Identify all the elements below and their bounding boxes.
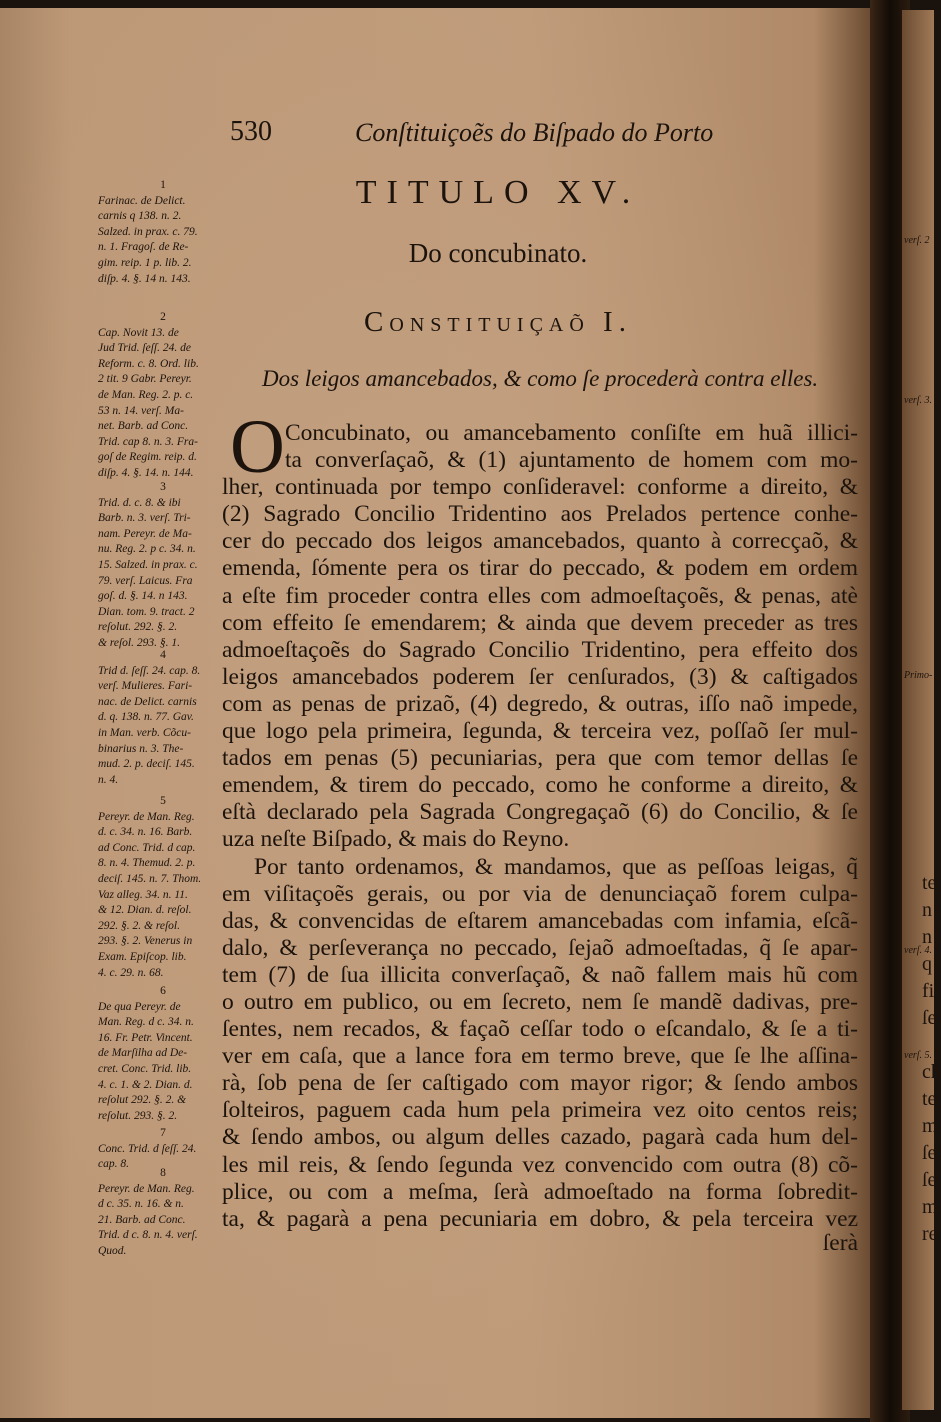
- constitution-heading: Constituiçaõ I.: [364, 306, 632, 338]
- title-heading: TITULO XV.: [355, 174, 641, 211]
- margin-note-line: De qua Pereyr. de: [98, 1000, 181, 1013]
- margin-note-line: cap. 8.: [98, 1158, 129, 1171]
- margin-note: [98, 648, 228, 788]
- next-page-margin-fragment: verſ. 3.: [904, 395, 933, 406]
- text-line: emenda, ſómente pera os tirar do peccado, & podem em ordem: [222, 555, 858, 582]
- next-page-letter: n: [922, 899, 932, 921]
- margin-note-number: 2: [160, 311, 166, 323]
- text-line: rà, ſob pena de ſer caſtigado com mayor rigor; & ſendo ambos: [222, 1070, 858, 1097]
- page-header: [0, 116, 884, 156]
- next-page-letter: te: [922, 1088, 937, 1110]
- margin-note-line: Pereyr. de Man. Reg.: [98, 810, 195, 823]
- margin-note-line: binarius n. 3. The-: [98, 742, 184, 755]
- text-line: plice, ou com a meſma, ſerà admoeſtado na forma ſobredit-: [222, 1178, 858, 1205]
- next-page-text-fragments: [922, 870, 941, 1248]
- margin-note-line: n. 4.: [98, 773, 119, 786]
- text-line: Por tanto ordenamos, & mandamos, que as peſſoas leigas, q̃: [254, 853, 858, 880]
- text-line: ver em caſa, que a lance fora em termo breve, que ſe lhe aſſina-: [222, 1043, 858, 1070]
- text-line: ta, & pagarà a pena pecuniaria em dobro, & pela terceira vez: [222, 1205, 858, 1232]
- margin-note-line: 79. verſ. Laicus. Fra: [98, 574, 193, 587]
- margin-note: [98, 1166, 228, 1260]
- margin-note-line: ad Conc. Trid. d cap.: [98, 841, 196, 854]
- running-title: Conſtituiçoẽs do Biſpado do Porto: [355, 118, 714, 147]
- text-line: tem (7) de ſua illicita converſaçaõ, & naõ fallem mais hũ com: [222, 961, 858, 988]
- margin-note-line: goſ. d. §. 14. n 143.: [98, 590, 188, 603]
- margin-note-line: Trid. cap 8. n. 3. Fra-: [98, 435, 198, 448]
- margin-note-line: 8. n. 4. Themud. 2. p.: [98, 857, 196, 870]
- text-line: ſentes, nem recados, & façaõ ceſſar todo o eſcandalo, & ſe a ti-: [222, 1016, 858, 1043]
- next-page-letter: [922, 1032, 941, 1059]
- margin-note-line: 4. c. 29. n. 68.: [98, 966, 164, 979]
- margin-note-line: 292. §. 2. & reſol.: [98, 919, 180, 932]
- text-line: uza neſte Biſpado, & mais do Reyno.: [222, 826, 570, 853]
- margin-note-line: 15. Salzed. in prax. c.: [98, 558, 198, 571]
- subtitle-heading: Do concubinato.: [408, 238, 588, 268]
- margin-note-line: 21. Barb. ad Conc.: [98, 1213, 186, 1226]
- margin-note-line: Jud Trid. ſeſſ. 24. de: [98, 342, 191, 355]
- margin-note-line: d c. 35. n. 16. & n.: [98, 1198, 184, 1211]
- margin-note-line: n. 1. Fragoſ. de Re-: [98, 241, 189, 254]
- margin-note-line: Cap. Novit 13. de: [98, 326, 179, 339]
- next-page-letter: q: [922, 953, 932, 975]
- next-page-edge: [902, 10, 941, 1410]
- margin-note-line: verſ. Mulieres. Fari-: [98, 680, 193, 693]
- text-line: a eſte fim proceder contra elles com admoeſtaçoẽs, & penas, atè: [222, 582, 858, 609]
- margin-note-line: Vaz alleg. 34. n. 11.: [98, 888, 188, 901]
- next-page-margin-fragment: verſ. 4.: [904, 945, 933, 956]
- margin-note-line: Trid. d c. 8. n. 4. verſ.: [98, 1229, 198, 1242]
- margin-note-line: d. q. 138. n. 77. Gav.: [98, 711, 194, 724]
- text-line: leigos amancebados poderem ſer cenſurados, (3) & caſtigados: [222, 663, 858, 690]
- next-page-margin-fragment: verſ. 5.: [904, 1050, 933, 1061]
- margin-note-line: gim. reip. 1 p. lib. 2.: [98, 256, 192, 269]
- text-line: Concubinato, ou amancebamento conſiſte em huã illici-: [285, 420, 858, 446]
- margin-note-line: diſp. 4. §. 14. n. 144.: [98, 466, 194, 479]
- text-line: dalo, & perſeverança no peccado, ſejaõ admoeſtadas, q̃ ſe apar-: [222, 934, 858, 961]
- book-page: [0, 8, 884, 1418]
- margin-note-line: cret. Conc. Trid. lib.: [98, 1062, 192, 1075]
- margin-note-number: 5: [160, 795, 166, 807]
- margin-note-line: goſ de Regim. reip. d.: [98, 451, 197, 464]
- margin-note: [98, 480, 228, 652]
- text-line: ta converſaçaõ, & (1) ajuntamento de homem com mo-: [285, 447, 858, 474]
- margin-note-line: & 12. Dian. d. reſol.: [98, 904, 192, 917]
- text-line: cer do peccado dos leigos amancebados, quanto à correcçaõ, &: [222, 528, 858, 555]
- text-line: (2) Sagrado Concilio Tridentino aos Prelados pertence conhe-: [222, 501, 858, 528]
- margin-note-line: mud. 2. p. deciſ. 145.: [98, 758, 195, 771]
- text-line: com as penas de prizaõ, (4) degredo, & outras, iſſo naõ impede,: [222, 690, 858, 717]
- margin-note-line: reſolut. 292. §. 2.: [98, 621, 178, 634]
- margin-note-line: Quod.: [98, 1244, 127, 1257]
- next-page-letter: fi: [922, 980, 935, 1002]
- text-line: tados em penas (5) pecuniarias, pera que com temor dellas ſe: [222, 745, 858, 772]
- next-page-letter: ch: [922, 1061, 941, 1083]
- text-line: com effeito ſe emendarem; & ainda que devem preceder as tres: [222, 609, 858, 636]
- text-line: & ſendo ambos, ou algum delles cazado, pagarà cada hum del-: [222, 1124, 858, 1151]
- rubric: Dos leigos amancebados, & como ſe procederà contra elles.: [262, 366, 819, 391]
- margin-note: [98, 794, 228, 981]
- text-line: das, & convencidas de eſtarem amancebadas com infamia, eſcã-: [222, 907, 858, 934]
- margin-note-line: d. c. 34. n. 16. Barb.: [98, 826, 193, 839]
- page-number: 530: [230, 116, 272, 147]
- next-page-margin-fragment: Primo-: [904, 670, 933, 681]
- margin-note: [98, 178, 228, 287]
- margin-note-line: 16. Fr. Petr. Vincent.: [98, 1031, 193, 1044]
- margin-note-line: diſp. 4. §. 14 n. 143.: [98, 272, 191, 285]
- margin-note-line: deciſ. 145. n. 7. Thom.: [98, 872, 202, 885]
- margin-note-number: 8: [160, 1167, 166, 1179]
- margin-note-line: nac. de Delict. carnis: [98, 695, 197, 708]
- next-page-letter: ſe: [922, 1169, 937, 1191]
- margin-note-line: 2 tit. 9 Gabr. Pereyr.: [98, 373, 192, 386]
- margin-note-number: 4: [160, 649, 166, 661]
- margin-note-number: 7: [160, 1127, 166, 1139]
- text-line: emendem, & tirem do peccado, como he conforme a direito, &: [222, 772, 858, 799]
- margin-note-number: 1: [160, 179, 166, 191]
- text-line: que logo pela primeira, ſegunda, & terceira vez, poſſaõ ſer mul-: [222, 718, 858, 745]
- text-line: lher, continuada por tempo conſideravel: conforme a direito, &: [222, 474, 858, 501]
- margin-note-number: 6: [160, 985, 166, 997]
- text-line: eſtà declarado pela Sagrada Congregaçaõ (6) do Concilio, & ſe: [222, 799, 858, 826]
- margin-note-line: Trid d. ſeſſ. 24. cap. 8.: [98, 664, 201, 677]
- drop-cap: O: [230, 405, 285, 489]
- margin-note-line: 4. c. 1. & 2. Dian. d.: [98, 1078, 193, 1091]
- next-page-letter: m: [922, 1196, 938, 1218]
- text-line: les mil reis, & ſendo ſegunda vez convencido com outra (8) cõ-: [222, 1151, 858, 1178]
- margin-note-line: de Marſilha ad De-: [98, 1047, 188, 1060]
- next-page-letter: re: [922, 1223, 938, 1245]
- text-line: ſolteiros, paguem cada hum pela primeira vez oito centos reis;: [222, 1097, 858, 1124]
- margin-note-line: Trid. d. c. 8. & ibi: [98, 496, 181, 509]
- margin-note-line: reſolut 292. §. 2. &: [98, 1094, 187, 1107]
- next-page-letter: ſe: [922, 1007, 937, 1029]
- margin-note-line: Dian. tom. 9. tract. 2: [98, 605, 195, 618]
- body-text: [222, 405, 858, 1256]
- next-page-letter: m: [922, 1115, 938, 1137]
- margin-note-line: reſolut. 293. §. 2.: [98, 1109, 178, 1122]
- margin-note-line: in Man. verb. Cõcu-: [98, 726, 191, 739]
- margin-note-line: de Man. Reg. 2. p. c.: [98, 388, 194, 401]
- margin-note-line: Exam. Epiſcop. lib.: [98, 950, 187, 963]
- margin-note-line: Barb. n. 3. verſ. Tri-: [98, 512, 191, 525]
- margin-note: [98, 310, 228, 482]
- margin-note-line: Pereyr. de Man. Reg.: [98, 1182, 195, 1195]
- margin-note-line: Conc. Trid. d ſeſſ. 24.: [98, 1142, 197, 1155]
- margin-note-line: carnis q 138. n. 2.: [98, 210, 182, 223]
- margin-note-line: Salzed. in prax. c. 79.: [98, 225, 198, 238]
- next-page-letter: te: [922, 872, 937, 894]
- margin-note-line: nam. Pereyr. de Ma-: [98, 527, 192, 540]
- text-line: o outro em publico, ou em ſecreto, nem ſe mandẽ dadivas, pre-: [222, 988, 858, 1015]
- catchword: ſerà: [822, 1229, 858, 1256]
- margin-note-line: Farinac. de Delict.: [98, 194, 186, 207]
- margin-note-line: 293. §. 2. Venerus in: [98, 935, 193, 948]
- text-line: admoeſtaçoẽs do Sagrado Concilio Tridentino, pera effeito dos: [222, 636, 858, 663]
- margin-note-line: net. Barb. ad Conc.: [98, 420, 189, 433]
- margin-note: [98, 984, 228, 1124]
- text-line: em viſitaçoẽs gerais, ou por via de denunciaçaõ forem culpa-: [222, 880, 858, 907]
- margin-note-number: 3: [160, 481, 166, 493]
- margin-note-line: & reſol. 293. §. 1.: [98, 636, 180, 649]
- next-page-letter: ſe: [922, 1142, 937, 1164]
- next-page-letter: n: [922, 926, 932, 948]
- margin-note-line: 53 n. 14. verſ. Ma-: [98, 404, 184, 417]
- margin-note-line: Man. Reg. d c. 34. n.: [98, 1016, 194, 1029]
- margin-note-line: Reform. c. 8. Ord. lib.: [98, 357, 199, 370]
- next-page-margin-fragment: verſ. 2: [904, 235, 930, 246]
- margin-note-line: nu. Reg. 2. p c. 34. n.: [98, 543, 196, 556]
